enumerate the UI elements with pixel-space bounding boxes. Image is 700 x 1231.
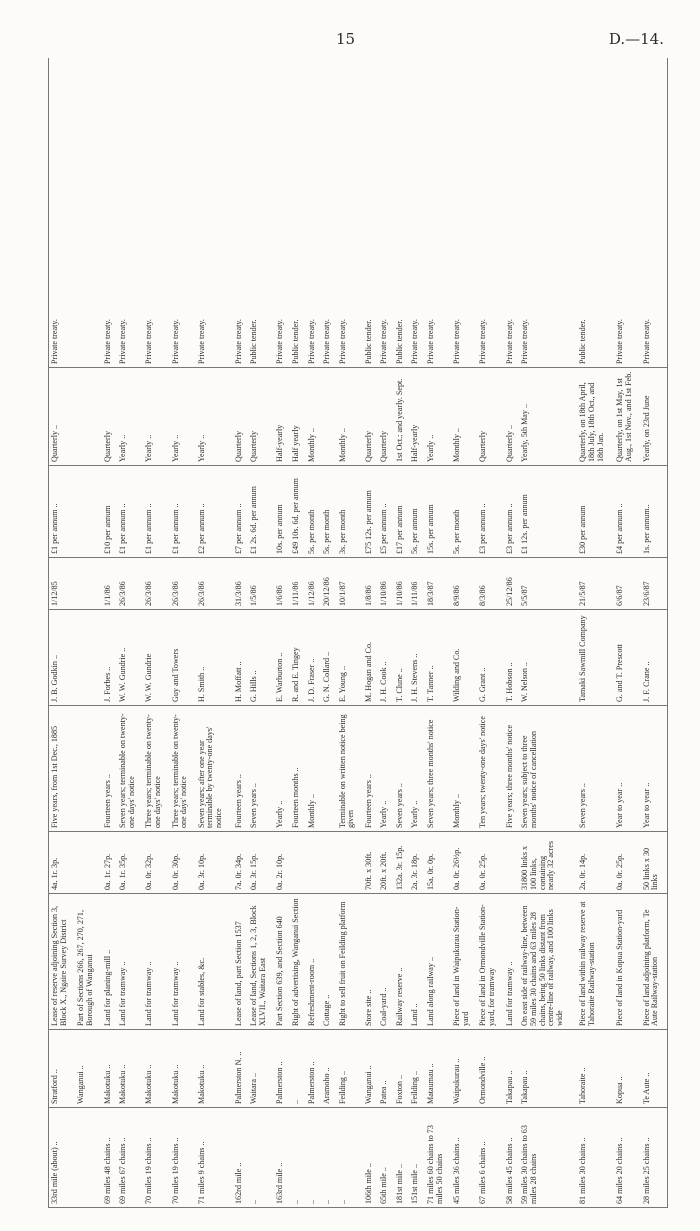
cell-mileage: 58 miles 45 chains .. bbox=[504, 1108, 520, 1208]
cell-description: Cottage .. bbox=[321, 894, 337, 1030]
cell-term: Fourteen months .. bbox=[290, 706, 306, 832]
cell-payable: Monthly .. bbox=[306, 368, 322, 466]
cell-area: 0a. 0r. 26½p. bbox=[451, 832, 477, 894]
cell-rental: £10 per annum bbox=[102, 466, 118, 558]
cell-term: Three years; terminable on twenty-one days' notice bbox=[170, 706, 196, 832]
cell-rental: £4 per annum .. bbox=[614, 466, 640, 558]
cell-payable: Half-yearly bbox=[409, 368, 425, 466]
table-row bbox=[117, 58, 143, 1208]
cell-payable: Quarterly, on 18th April, 18th July, 18th Oct., and 18th Jan. bbox=[577, 368, 614, 466]
cell-station: Makotuku .. bbox=[102, 1030, 118, 1108]
cell-date: 8/3/86 bbox=[477, 558, 503, 610]
cell-term: Yearly .. bbox=[409, 706, 425, 832]
cell-mileage: 28 miles 25 chains .. bbox=[641, 1108, 668, 1208]
cell-payable: Quarterly, on 1st May, 1st Aug., 1st Nov., and 1st Feb. bbox=[614, 368, 640, 466]
cell-lessee: J. D. Fraser .. bbox=[306, 610, 322, 706]
cell-how: Public tender. bbox=[363, 58, 379, 368]
cell-rental: £3 per annum .. bbox=[504, 466, 520, 558]
cell-rental: 5s. per annum bbox=[409, 466, 425, 558]
cell-mileage: 69 miles 67 chains .. bbox=[117, 1108, 143, 1208]
cell-payable: Monthly .. bbox=[337, 368, 363, 466]
cell-station: Makotuku .. bbox=[117, 1030, 143, 1108]
cell-payable bbox=[321, 368, 337, 466]
cell-rental: 5s. per month bbox=[306, 466, 322, 558]
table-row bbox=[519, 58, 577, 1208]
cell-rental: £7 per annum .. bbox=[233, 466, 249, 558]
cell-payable: Monthly .. bbox=[451, 368, 477, 466]
cell-area: 0a. 3r. 10p. bbox=[196, 832, 233, 894]
cell-how: Private treaty. bbox=[102, 58, 118, 368]
cell-station: .. bbox=[290, 1030, 306, 1108]
cell-mileage: 151st mile .. bbox=[409, 1108, 425, 1208]
cell-mileage: .. bbox=[248, 1108, 274, 1208]
cell-mileage: .. bbox=[337, 1108, 363, 1208]
cell-date: 1/10/86 bbox=[394, 558, 410, 610]
cell-date: 1/12/86 bbox=[306, 558, 322, 610]
cell-date: 21/5/87 bbox=[577, 558, 614, 610]
cell-station: Makotuku .. bbox=[196, 1030, 233, 1108]
cell-date: 5/5/87 bbox=[519, 558, 577, 610]
cell-lessee: W. W. Gundrie bbox=[143, 610, 169, 706]
cell-how: Private treaty. bbox=[321, 58, 337, 368]
cell-mileage: 33rd mile (about) .. bbox=[49, 1108, 76, 1208]
cell-description: Piece of land in Ormondville Station-yard, for tramway bbox=[477, 894, 503, 1030]
cell-description: Piece of land in Waipukurau Station-yard bbox=[451, 894, 477, 1030]
cell-station: Feilding .. bbox=[337, 1030, 363, 1108]
cell-term: Seven years .. bbox=[394, 706, 410, 832]
cell-term: Seven years; after one year terminable by twenty-one days' notice bbox=[196, 706, 233, 832]
cell-area: 20ft. x 20ft. bbox=[378, 832, 394, 894]
table-row bbox=[102, 58, 118, 1208]
cell-area: 0a. 2r. 10p. bbox=[274, 832, 290, 894]
table-row bbox=[143, 58, 169, 1208]
cell-date: 1/12/85 bbox=[49, 558, 76, 610]
cell-term: Three years; terminable on twenty-one days' notice bbox=[143, 706, 169, 832]
cell-lessee: W. W. Gundrie .. bbox=[117, 610, 143, 706]
table-row bbox=[363, 58, 379, 1208]
cell-term: Fourteen years .. bbox=[363, 706, 379, 832]
cell-description: Part Section 639, and Section 640 bbox=[274, 894, 290, 1030]
cell-station: Mataumau .. bbox=[425, 1030, 451, 1108]
cell-date: 23/6/87 bbox=[641, 558, 668, 610]
table-row bbox=[394, 58, 410, 1208]
table-row bbox=[75, 58, 101, 1208]
cell-how: Private treaty. bbox=[49, 58, 76, 368]
cell-station: Makotuku .. bbox=[143, 1030, 169, 1108]
cell-rental: 10s. per annum bbox=[274, 466, 290, 558]
cell-payable: Yearly, on 23rd June bbox=[641, 368, 668, 466]
table-row bbox=[321, 58, 337, 1208]
cell-how: Private treaty. bbox=[451, 58, 477, 368]
cell-payable: Yearly .. bbox=[143, 368, 169, 466]
cell-station: Makotuku .. bbox=[170, 1030, 196, 1108]
cell-mileage: .. bbox=[290, 1108, 306, 1208]
cell-date: 26/3/86 bbox=[196, 558, 233, 610]
table-row bbox=[577, 58, 614, 1208]
cell-station: Wanganui .. bbox=[75, 1030, 101, 1108]
cell-area: 2a. 3r. 18p. bbox=[409, 832, 425, 894]
cell-description: Refreshment-room .. bbox=[306, 894, 322, 1030]
cell-lessee: T. Clune .. bbox=[394, 610, 410, 706]
cell-rental: £75 12s. per annum bbox=[363, 466, 379, 558]
cell-payable: Yearly .. bbox=[170, 368, 196, 466]
cell-how: Private treaty. bbox=[378, 58, 394, 368]
cell-term: Monthly .. bbox=[451, 706, 477, 832]
cell-term bbox=[75, 706, 101, 832]
cell-area: 15a. 0r. 0p. bbox=[425, 832, 451, 894]
cell-area bbox=[321, 832, 337, 894]
cell-station: Wanganui .. bbox=[363, 1030, 379, 1108]
cell-station: Aramoho .. bbox=[321, 1030, 337, 1108]
cell-description: Land for stables, &c. bbox=[196, 894, 233, 1030]
cell-how: Private treaty. bbox=[117, 58, 143, 368]
cell-date: 31/3/86 bbox=[233, 558, 249, 610]
cell-payable: Yearly .. bbox=[117, 368, 143, 466]
table-row bbox=[248, 58, 274, 1208]
cell-rental: £2 per annum .. bbox=[196, 466, 233, 558]
cell-description: Part of Sections 266, 267, 270, 271, Borough of Wanganui bbox=[75, 894, 101, 1030]
cell-payable: Half-yearly bbox=[274, 368, 290, 466]
cell-rental: 5s. per month bbox=[321, 466, 337, 558]
cell-lessee: G. N. Collard .. bbox=[321, 610, 337, 706]
page-number: 15 bbox=[336, 30, 356, 48]
cell-how: Public tender. bbox=[394, 58, 410, 368]
cell-rental: £3 per annum .. bbox=[477, 466, 503, 558]
cell-term: Seven years; subject to three months' notice of cancellation bbox=[519, 706, 577, 832]
cell-station: Palmerston N. .. bbox=[233, 1030, 249, 1108]
cell-lessee bbox=[75, 610, 101, 706]
cell-area: 0a. 1r. 35p. bbox=[117, 832, 143, 894]
cell-payable: Quarterly bbox=[248, 368, 274, 466]
cell-rental: £1 per annum .. bbox=[143, 466, 169, 558]
cell-lessee: W. Nelson .. bbox=[519, 610, 577, 706]
cell-station: Stratford .. bbox=[49, 1030, 76, 1108]
table-row bbox=[306, 58, 322, 1208]
cell-mileage: 67 miles 6 chains .. bbox=[477, 1108, 503, 1208]
cell-rental: 1s. per annum.. bbox=[641, 466, 668, 558]
cell-term: Yearly .. bbox=[378, 706, 394, 832]
table-row bbox=[233, 58, 249, 1208]
cell-how: Private treaty. bbox=[409, 58, 425, 368]
cell-lessee: J. H. Stevens .. bbox=[409, 610, 425, 706]
cell-term: Seven years .. bbox=[248, 706, 274, 832]
cell-station: Takapau .. bbox=[504, 1030, 520, 1108]
table-row bbox=[641, 58, 668, 1208]
cell-mileage: 181st mile .. bbox=[394, 1108, 410, 1208]
cell-station: Tahoraite .. bbox=[577, 1030, 614, 1108]
cell-description: Land .. bbox=[409, 894, 425, 1030]
cell-how bbox=[75, 58, 101, 368]
cell-date: 8/9/86 bbox=[451, 558, 477, 610]
cell-date: 1/5/86 bbox=[248, 558, 274, 610]
cell-date: 1/6/86 bbox=[274, 558, 290, 610]
table-row bbox=[274, 58, 290, 1208]
cell-mileage bbox=[75, 1108, 101, 1208]
table-row bbox=[196, 58, 233, 1208]
cell-date: 26/3/86 bbox=[117, 558, 143, 610]
cell-description: Piece of land within railway reserve at Tahoraite Railway-station bbox=[577, 894, 614, 1030]
cell-mileage: .. bbox=[321, 1108, 337, 1208]
cell-lessee: T. Hobson .. bbox=[504, 610, 520, 706]
lease-table-container bbox=[48, 58, 668, 1208]
cell-description: Piece of land in Kopua Station-yard bbox=[614, 894, 640, 1030]
cell-station: Palmerston .. bbox=[274, 1030, 290, 1108]
table-row bbox=[337, 58, 363, 1208]
cell-date: 6/6/87 bbox=[614, 558, 640, 610]
cell-station: Kopua .. bbox=[614, 1030, 640, 1108]
cell-payable: Quarterly bbox=[477, 368, 503, 466]
cell-lessee: Guy and Towers bbox=[170, 610, 196, 706]
table-row bbox=[614, 58, 640, 1208]
cell-payable: Quarterly bbox=[378, 368, 394, 466]
cell-description: Land for tramway .. bbox=[117, 894, 143, 1030]
cell-description: Right to sell fruit on Feilding platform bbox=[337, 894, 363, 1030]
cell-lessee: M. Hogan and Co. bbox=[363, 610, 379, 706]
cell-description: Right of advertising, Wanganui Section bbox=[290, 894, 306, 1030]
table-row bbox=[409, 58, 425, 1208]
cell-description: Land for planing-mill .. bbox=[102, 894, 118, 1030]
cell-lessee: G. Hills .. bbox=[248, 610, 274, 706]
cell-rental bbox=[75, 466, 101, 558]
cell-lessee: J. H. Cook .. bbox=[378, 610, 394, 706]
lease-table bbox=[48, 58, 668, 1208]
cell-how: Private treaty. bbox=[519, 58, 577, 368]
cell-area: 0a. 0r. 25p. bbox=[614, 832, 640, 894]
cell-area: 0a. 0r. 32p. bbox=[143, 832, 169, 894]
cell-station: Waipukurau .. bbox=[451, 1030, 477, 1108]
cell-area: 0a. 3r. 15p. bbox=[248, 832, 274, 894]
cell-date: 1/10/86 bbox=[378, 558, 394, 610]
cell-description: Land for tramway .. bbox=[143, 894, 169, 1030]
cell-payable: Half yearly bbox=[290, 368, 306, 466]
cell-area: 70ft. x 30ft. bbox=[363, 832, 379, 894]
cell-term: Five years, from 1st Dec., 1885 bbox=[49, 706, 76, 832]
cell-term: Ten years; twenty-one days' notice bbox=[477, 706, 503, 832]
cell-rental: £1 per annum .. bbox=[117, 466, 143, 558]
cell-description: Store site .. bbox=[363, 894, 379, 1030]
cell-area: 132a. 3r. 15p. bbox=[394, 832, 410, 894]
document-reference: D.—14. bbox=[608, 30, 664, 48]
cell-how: Private treaty. bbox=[477, 58, 503, 368]
cell-date: 25/12/86 bbox=[504, 558, 520, 610]
cell-area: 0a. 0r. 30p. bbox=[170, 832, 196, 894]
cell-payable: Yearly .. bbox=[425, 368, 451, 466]
cell-area bbox=[290, 832, 306, 894]
cell-term bbox=[321, 706, 337, 832]
cell-area: 0a. 0r. 25p. bbox=[477, 832, 503, 894]
cell-mileage: 70 miles 19 chains .. bbox=[143, 1108, 169, 1208]
cell-lessee: T. Tanner .. bbox=[425, 610, 451, 706]
cell-description: Land along railway .. bbox=[425, 894, 451, 1030]
cell-mileage: 71 miles 60 chains to 73 miles 50 chains bbox=[425, 1108, 451, 1208]
cell-description: Lease of land, Sections 1, 2, 3, Block XLVII., Waitara East bbox=[248, 894, 274, 1030]
cell-how: Private treaty. bbox=[425, 58, 451, 368]
cell-rental: 3s. per month bbox=[337, 466, 363, 558]
cell-date: 1/8/86 bbox=[363, 558, 379, 610]
cell-how: Private treaty. bbox=[337, 58, 363, 368]
table-row bbox=[451, 58, 477, 1208]
cell-mileage: 71 miles 9 chains .. bbox=[196, 1108, 233, 1208]
cell-mileage: 163rd mile .. bbox=[274, 1108, 290, 1208]
cell-term: Fourteen years .. bbox=[233, 706, 249, 832]
cell-term: Seven years; three months' notice bbox=[425, 706, 451, 832]
cell-rental: £30 per annum bbox=[577, 466, 614, 558]
cell-how: Private treaty. bbox=[504, 58, 520, 368]
cell-date: 26/3/86 bbox=[170, 558, 196, 610]
cell-description: Coal-yard .. bbox=[378, 894, 394, 1030]
cell-rental: 15s. per annum bbox=[425, 466, 451, 558]
cell-area: 7a. 0r. 34p. bbox=[233, 832, 249, 894]
cell-how: Private treaty. bbox=[196, 58, 233, 368]
table-row bbox=[170, 58, 196, 1208]
cell-description: Land for tramway .. bbox=[504, 894, 520, 1030]
cell-term: Seven years .. bbox=[577, 706, 614, 832]
cell-payable: Quarterly .. bbox=[49, 368, 76, 466]
cell-station: Waitara .. bbox=[248, 1030, 274, 1108]
cell-description: Piece of land adjoining platform, Te Aute Railway-station bbox=[641, 894, 668, 1030]
cell-station: Te Aute .. bbox=[641, 1030, 668, 1108]
cell-area: 50 links x 30 links bbox=[641, 832, 668, 894]
cell-area: 4a. 1r. 3p. bbox=[49, 832, 76, 894]
cell-term: Year to year .. bbox=[641, 706, 668, 832]
cell-rental: £1 per annum .. bbox=[49, 466, 76, 558]
cell-mileage: 64 miles 20 chains .. bbox=[614, 1108, 640, 1208]
cell-rental: £1 per annum .. bbox=[170, 466, 196, 558]
cell-area bbox=[306, 832, 322, 894]
cell-description: Lease of reserve adjoining Section 3, Block X., Ngaire Survey District bbox=[49, 894, 76, 1030]
cell-term: Year to year .. bbox=[614, 706, 640, 832]
cell-station: Feilding .. bbox=[409, 1030, 425, 1108]
cell-lessee: J. F. Crane .. bbox=[641, 610, 668, 706]
cell-term: Monthly .. bbox=[306, 706, 322, 832]
table-row bbox=[378, 58, 394, 1208]
cell-date: 20/12/86 bbox=[321, 558, 337, 610]
table-row bbox=[49, 58, 76, 1208]
cell-term: Five years; three months' notice bbox=[504, 706, 520, 832]
table-row bbox=[425, 58, 451, 1208]
cell-payable: Quarterly bbox=[363, 368, 379, 466]
cell-mileage: .. bbox=[306, 1108, 322, 1208]
cell-station: Takapau .. bbox=[519, 1030, 577, 1108]
cell-station: Foxton .. bbox=[394, 1030, 410, 1108]
cell-date: 1/11/86 bbox=[290, 558, 306, 610]
cell-description: Land for tramway .. bbox=[170, 894, 196, 1030]
cell-area: 31800 links x 100 links, containing nearly 32 acres bbox=[519, 832, 577, 894]
cell-how: Private treaty. bbox=[143, 58, 169, 368]
cell-mileage: 59 miles 30 chains to 63 miles 28 chains bbox=[519, 1108, 577, 1208]
cell-how: Private treaty. bbox=[233, 58, 249, 368]
cell-payable: Quarterly bbox=[233, 368, 249, 466]
cell-area bbox=[75, 832, 101, 894]
cell-rental: £5 per annum .. bbox=[378, 466, 394, 558]
cell-description: Railway reserve .. bbox=[394, 894, 410, 1030]
cell-term: Yearly .. bbox=[274, 706, 290, 832]
cell-how: Private treaty. bbox=[641, 58, 668, 368]
cell-payable bbox=[75, 368, 101, 466]
cell-date: 18/3/87 bbox=[425, 558, 451, 610]
cell-lessee: H. Smith .. bbox=[196, 610, 233, 706]
cell-payable: 1st Oct.; and yearly. Sept. bbox=[394, 368, 410, 466]
cell-how: Private treaty. bbox=[306, 58, 322, 368]
cell-how: Private treaty. bbox=[274, 58, 290, 368]
cell-term: Fourteen years .. bbox=[102, 706, 118, 832]
cell-lessee: Tamaki Sawmill Company bbox=[577, 610, 614, 706]
table-row bbox=[504, 58, 520, 1208]
cell-date bbox=[75, 558, 101, 610]
cell-payable: Quarterly .. bbox=[504, 368, 520, 466]
cell-how: Public tender. bbox=[248, 58, 274, 368]
cell-date: 1/1/86 bbox=[102, 558, 118, 610]
cell-rental: £49 10s. 6d. per annum bbox=[290, 466, 306, 558]
cell-station: Patea .. bbox=[378, 1030, 394, 1108]
cell-rental: 5s. per month bbox=[451, 466, 477, 558]
cell-lessee: G. and T. Prescott bbox=[614, 610, 640, 706]
cell-lessee: E. Young .. bbox=[337, 610, 363, 706]
cell-description: On east side of railway-line, between 59 miles 30 chains and 63 miles 28 chains, being 50 links distant from centre-line of railway, and 100 links wide bbox=[519, 894, 577, 1030]
cell-area: 0a. 1r. 27p. bbox=[102, 832, 118, 894]
cell-payable: Quarterly bbox=[102, 368, 118, 466]
cell-station: Palmerston .. bbox=[306, 1030, 322, 1108]
cell-date: 1/11/86 bbox=[409, 558, 425, 610]
cell-payable: Yearly .. bbox=[196, 368, 233, 466]
cell-mileage: 45 miles 36 chains .. bbox=[451, 1108, 477, 1208]
cell-mileage: 106th mile .. bbox=[363, 1108, 379, 1208]
cell-station: Ormondville .. bbox=[477, 1030, 503, 1108]
cell-lessee: J. B. Godkin .. bbox=[49, 610, 76, 706]
cell-term: Seven years; terminable on twenty-one days' notice bbox=[117, 706, 143, 832]
cell-term: Terminable on written notice being given bbox=[337, 706, 363, 832]
cell-mileage: 69 miles 48 chains .. bbox=[102, 1108, 118, 1208]
cell-area bbox=[504, 832, 520, 894]
cell-description: Lease of land, part Section 1537 bbox=[233, 894, 249, 1030]
cell-payable: Yearly, 5th May .. bbox=[519, 368, 577, 466]
cell-lessee: H. Moffatt .. bbox=[233, 610, 249, 706]
cell-mileage: 65th mile .. bbox=[378, 1108, 394, 1208]
cell-mileage: 81 miles 30 chains .. bbox=[577, 1108, 614, 1208]
cell-how: Public tender. bbox=[577, 58, 614, 368]
cell-how: Public tender. bbox=[290, 58, 306, 368]
cell-rental: £1 12s. per annum bbox=[519, 466, 577, 558]
cell-mileage: 70 miles 19 chains .. bbox=[170, 1108, 196, 1208]
cell-how: Private treaty. bbox=[614, 58, 640, 368]
cell-lessee: J. Forbes .. bbox=[102, 610, 118, 706]
cell-lessee: R. and E. Tingey bbox=[290, 610, 306, 706]
cell-rental: £17 per annum bbox=[394, 466, 410, 558]
table-row bbox=[477, 58, 503, 1208]
cell-rental: £1 2s. 6d. per annum bbox=[248, 466, 274, 558]
table-row bbox=[290, 58, 306, 1208]
cell-area bbox=[337, 832, 363, 894]
cell-lessee: E. Warburton .. bbox=[274, 610, 290, 706]
cell-date: 10/1/87 bbox=[337, 558, 363, 610]
cell-how: Private treaty. bbox=[170, 58, 196, 368]
cell-date: 26/3/86 bbox=[143, 558, 169, 610]
cell-area: 2a. 0r. 14p. bbox=[577, 832, 614, 894]
cell-lessee: Wilding and Co. bbox=[451, 610, 477, 706]
cell-lessee: G. Grant .. bbox=[477, 610, 503, 706]
cell-mileage: 162rd mile .. bbox=[233, 1108, 249, 1208]
